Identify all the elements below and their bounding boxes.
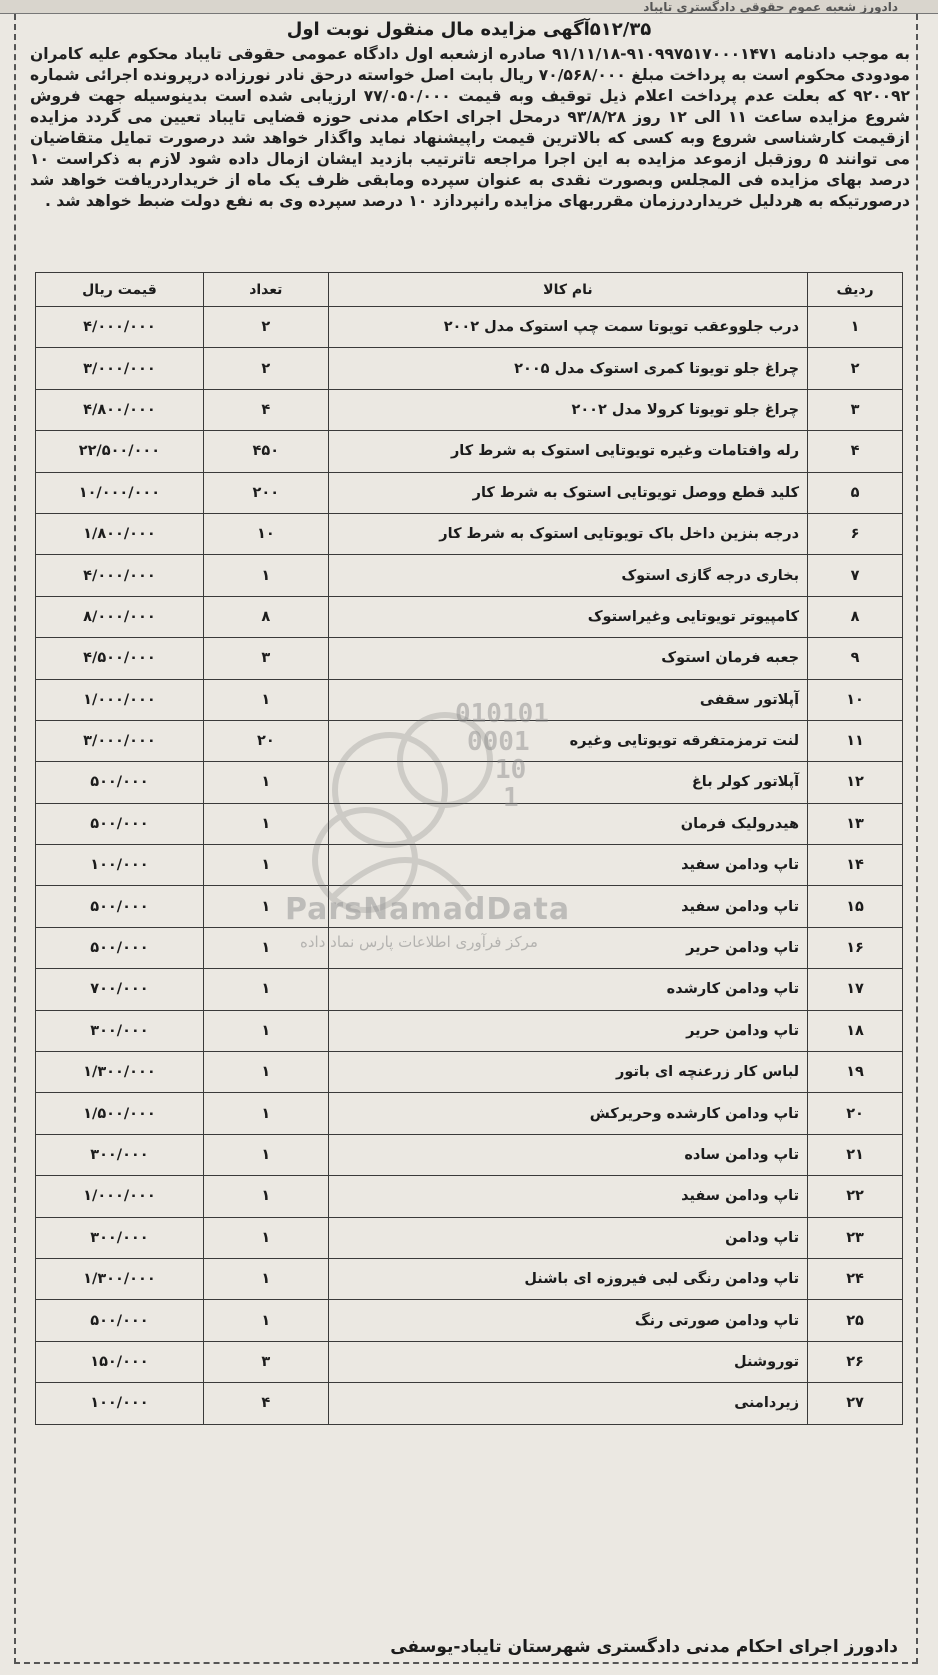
row-qty: ۳ [203,638,328,679]
watermark-digit-line: 10 [495,755,527,785]
row-qty: ۴ [203,389,328,430]
row-price: ۱/۳۰۰/۰۰۰ [36,1052,204,1093]
row-item-name: تاپ ودامن حریر [328,927,807,968]
row-price: ۴/۰۰۰/۰۰۰ [36,555,204,596]
row-qty: ۱ [203,1176,328,1217]
table-row [36,472,903,513]
row-item-name: لنت ترمزمتفرقه تویوتایی وغیره [328,720,807,761]
top-strip: دادورز شعبه عموم حقوقی دادگستری تایباد [0,0,938,14]
row-index: ۲ [808,348,903,389]
table-row [36,845,903,886]
table-row [36,596,903,637]
row-price: ۱/۰۰۰/۰۰۰ [36,1176,204,1217]
table-row [36,1093,903,1134]
row-item-name: هیدرولیک فرمان [328,803,807,844]
notice-body [30,44,910,212]
row-index: ۲۱ [808,1134,903,1175]
items-table [35,272,903,1425]
table-row [36,307,903,348]
row-item-name: تاپ ودامن سفید [328,845,807,886]
row-index: ۱۵ [808,886,903,927]
row-price: ۷۰۰/۰۰۰ [36,969,204,1010]
row-index: ۲۰ [808,1093,903,1134]
row-price: ۳/۰۰۰/۰۰۰ [36,348,204,389]
table-row [36,555,903,596]
notice-title: ۵۱۲/۳۵آگهی مزایده مال منقول نوبت اول [286,19,652,40]
row-price: ۲۲/۵۰۰/۰۰۰ [36,431,204,472]
row-index: ۶ [808,513,903,554]
row-item-name: کامپیوتر تویوتایی وغیراستوک [328,596,807,637]
row-qty: ۴۵۰ [203,431,328,472]
row-item-name: تاپ ودامن کارشده [328,969,807,1010]
row-qty: ۱ [203,1052,328,1093]
table-row [36,513,903,554]
row-item-name: جعبه فرمان استوک [328,638,807,679]
row-item-name: تاپ ودامن سفید [328,1176,807,1217]
header-price: قیمت ریال [36,273,204,307]
table-row [36,969,903,1010]
row-index: ۱۳ [808,803,903,844]
row-qty: ۱ [203,1134,328,1175]
row-index: ۱۷ [808,969,903,1010]
row-qty: ۸ [203,596,328,637]
row-price: ۵۰۰/۰۰۰ [36,886,204,927]
table-row [36,1134,903,1175]
row-index: ۱۲ [808,762,903,803]
row-index: ۲۴ [808,1258,903,1299]
row-index: ۴ [808,431,903,472]
watermark-digit-line: 010101 [455,699,549,729]
table-row [36,1010,903,1051]
table-row [36,1217,903,1258]
row-item-name: بخاری درجه گازی استوک [328,555,807,596]
row-price: ۳۰۰/۰۰۰ [36,1217,204,1258]
row-price: ۱/۳۰۰/۰۰۰ [36,1258,204,1299]
row-index: ۲۷ [808,1383,903,1424]
row-qty: ۲۰۰ [203,472,328,513]
row-qty: ۱۰ [203,513,328,554]
table-row [36,1258,903,1299]
row-qty: ۱ [203,679,328,720]
row-item-name: تاپ ودامن صورتی رنگ [328,1300,807,1341]
row-index: ۱۹ [808,1052,903,1093]
watermark-subtitle: مرکز فرآوری اطلاعات پارس نماد داده [300,933,538,951]
table-row [36,348,903,389]
row-price: ۱۰۰/۰۰۰ [36,1383,204,1424]
row-index: ۷ [808,555,903,596]
row-item-name: آپلاتور سقفی [328,679,807,720]
row-price: ۸/۰۰۰/۰۰۰ [36,596,204,637]
row-price: ۳۰۰/۰۰۰ [36,1010,204,1051]
row-index: ۲۲ [808,1176,903,1217]
table-row [36,1341,903,1382]
row-qty: ۲ [203,348,328,389]
row-item-name: آپلاتور کولر باغ [328,762,807,803]
table-row [36,1176,903,1217]
row-price: ۵۰۰/۰۰۰ [36,803,204,844]
row-index: ۱۱ [808,720,903,761]
row-price: ۵۰۰/۰۰۰ [36,1300,204,1341]
row-index: ۸ [808,596,903,637]
row-index: ۱۸ [808,1010,903,1051]
watermark-digit-line: 0001 [467,727,530,757]
footer-signature: دادورز اجرای احکام مدنی دادگستری شهرستان تایباد-یوسفی [390,1637,898,1657]
table-row [36,1052,903,1093]
row-qty: ۱ [203,762,328,803]
table-row [36,389,903,430]
row-qty: ۱ [203,927,328,968]
row-qty: ۲ [203,307,328,348]
row-price: ۱۰۰/۰۰۰ [36,845,204,886]
row-item-name: تاپ ودامن رنگی لبی فیروزه ای باشنل [328,1258,807,1299]
row-index: ۵ [808,472,903,513]
row-index: ۱۰ [808,679,903,720]
row-price: ۱/۸۰۰/۰۰۰ [36,513,204,554]
row-qty: ۴ [203,1383,328,1424]
table-row [36,1383,903,1424]
row-price: ۳۰۰/۰۰۰ [36,1134,204,1175]
header-index: ردیف [808,273,903,307]
row-price: ۵۰۰/۰۰۰ [36,927,204,968]
table-row [36,1300,903,1341]
row-item-name: زیردامنی [328,1383,807,1424]
watermark-digit-line: 1 [503,783,519,813]
table-row [36,431,903,472]
row-price: ۱/۵۰۰/۰۰۰ [36,1093,204,1134]
table-row [36,886,903,927]
row-price: ۱۵۰/۰۰۰ [36,1341,204,1382]
row-item-name: تاپ ودامن [328,1217,807,1258]
row-item-name: لباس کار زرعنچه ای باتور [328,1052,807,1093]
row-item-name: تاپ ودامن حریر [328,1010,807,1051]
row-item-name: درجه بنزین داخل باک تویوتایی استوک به شرط کار [328,513,807,554]
row-price: ۱/۰۰۰/۰۰۰ [36,679,204,720]
row-index: ۱۴ [808,845,903,886]
row-index: ۲۶ [808,1341,903,1382]
row-qty: ۱ [203,555,328,596]
row-item-name: رله وافتامات وغیره تویوتایی استوک به شرط کار [328,431,807,472]
row-qty: ۱ [203,803,328,844]
row-price: ۴/۸۰۰/۰۰۰ [36,389,204,430]
row-qty: ۱ [203,1093,328,1134]
row-qty: ۱ [203,1300,328,1341]
row-qty: ۱ [203,1217,328,1258]
row-index: ۱۶ [808,927,903,968]
table-row [36,638,903,679]
row-index: ۲۵ [808,1300,903,1341]
header-qty: تعداد [203,273,328,307]
row-index: ۱ [808,307,903,348]
row-item-name: تاپ ودامن سفید [328,886,807,927]
row-qty: ۱ [203,969,328,1010]
row-qty: ۱ [203,886,328,927]
row-price: ۴/۵۰۰/۰۰۰ [36,638,204,679]
header-name: نام کالا [328,273,807,307]
row-item-name: تاپ ودامن کارشده وحریرکش [328,1093,807,1134]
row-price: ۴/۰۰۰/۰۰۰ [36,307,204,348]
row-item-name: تاپ ودامن ساده [328,1134,807,1175]
row-item-name: درب جلووعقب تویوتا سمت چپ استوک مدل ۲۰۰۲ [328,307,807,348]
row-item-name: چراغ جلو تویوتا کمری استوک مدل ۲۰۰۵ [328,348,807,389]
row-item-name: توروشنل [328,1341,807,1382]
watermark-brand: ParsNamadData [285,892,571,927]
row-qty: ۳ [203,1341,328,1382]
row-item-name: چراغ جلو تویوتا کرولا مدل ۲۰۰۲ [328,389,807,430]
row-qty: ۱ [203,845,328,886]
watermark-digits [455,700,549,812]
row-index: ۲۳ [808,1217,903,1258]
table-header-row [36,273,903,307]
row-price: ۵۰۰/۰۰۰ [36,762,204,803]
row-index: ۳ [808,389,903,430]
row-qty: ۱ [203,1010,328,1051]
row-qty: ۲۰ [203,720,328,761]
row-price: ۳/۰۰۰/۰۰۰ [36,720,204,761]
notice-body-text: به موجب دادنامه ۹۱۰۹۹۷۵۱۷۰۰۰۱۴۷۱-۹۱/۱۱/۱۸ صادره ازشعبه اول دادگاه عمومی حقوقی تایباد محکوم علیه کامران مودودی محکوم است به پرداخت مبلغ ۷۰/۵۶۸/۰۰۰ ریال بابت اصل خواسته درحق نادر نورزاده درپرونده اجرائی شماره ۹۲۰۰۹۲ که بعلت عدم پرداخت اعلام ذیل توقیف وبه قیمت ۷۷/۰۵۰/۰۰۰ ارزیابی شده است بدینوسیله جهت فروش شروع مزایده ساعت ۱۱ الی ۱۲ روز ۹۳/۸/۲۸ درمحل اجرای احکام مدنی حوزه قضایی تایباد تعیین می گردد مزایده ازقیمت کارشناسی شروع وبه کسی که بالاترین قیمت راپیشنهاد نماید واگذار خواهد شد درصورت تمایل متقاضیان می توانند ۵ روزقبل ازموعد مزایده به این اجرا مراجعه تاترتیب بازدید ایشان ازمال داده شود لازم به ذکراست ۱۰ درصد بهای مزایده فی المجلس وبصورت نقدی به عنوان سپرده ومابقی ظرف یک ماه از خریداردریافت خواهد شد درصورتیکه به هردلیل خریداردرزمان مقرربهای مزایده رانپردازد ۱۰ درصد سپرده وی به نفع دولت ضبط خواهد شد . [30,45,911,210]
row-index: ۹ [808,638,903,679]
row-price: ۱۰/۰۰۰/۰۰۰ [36,472,204,513]
row-qty: ۱ [203,1258,328,1299]
row-item-name: کلید قطع ووصل تویوتایی استوک به شرط کار [328,472,807,513]
